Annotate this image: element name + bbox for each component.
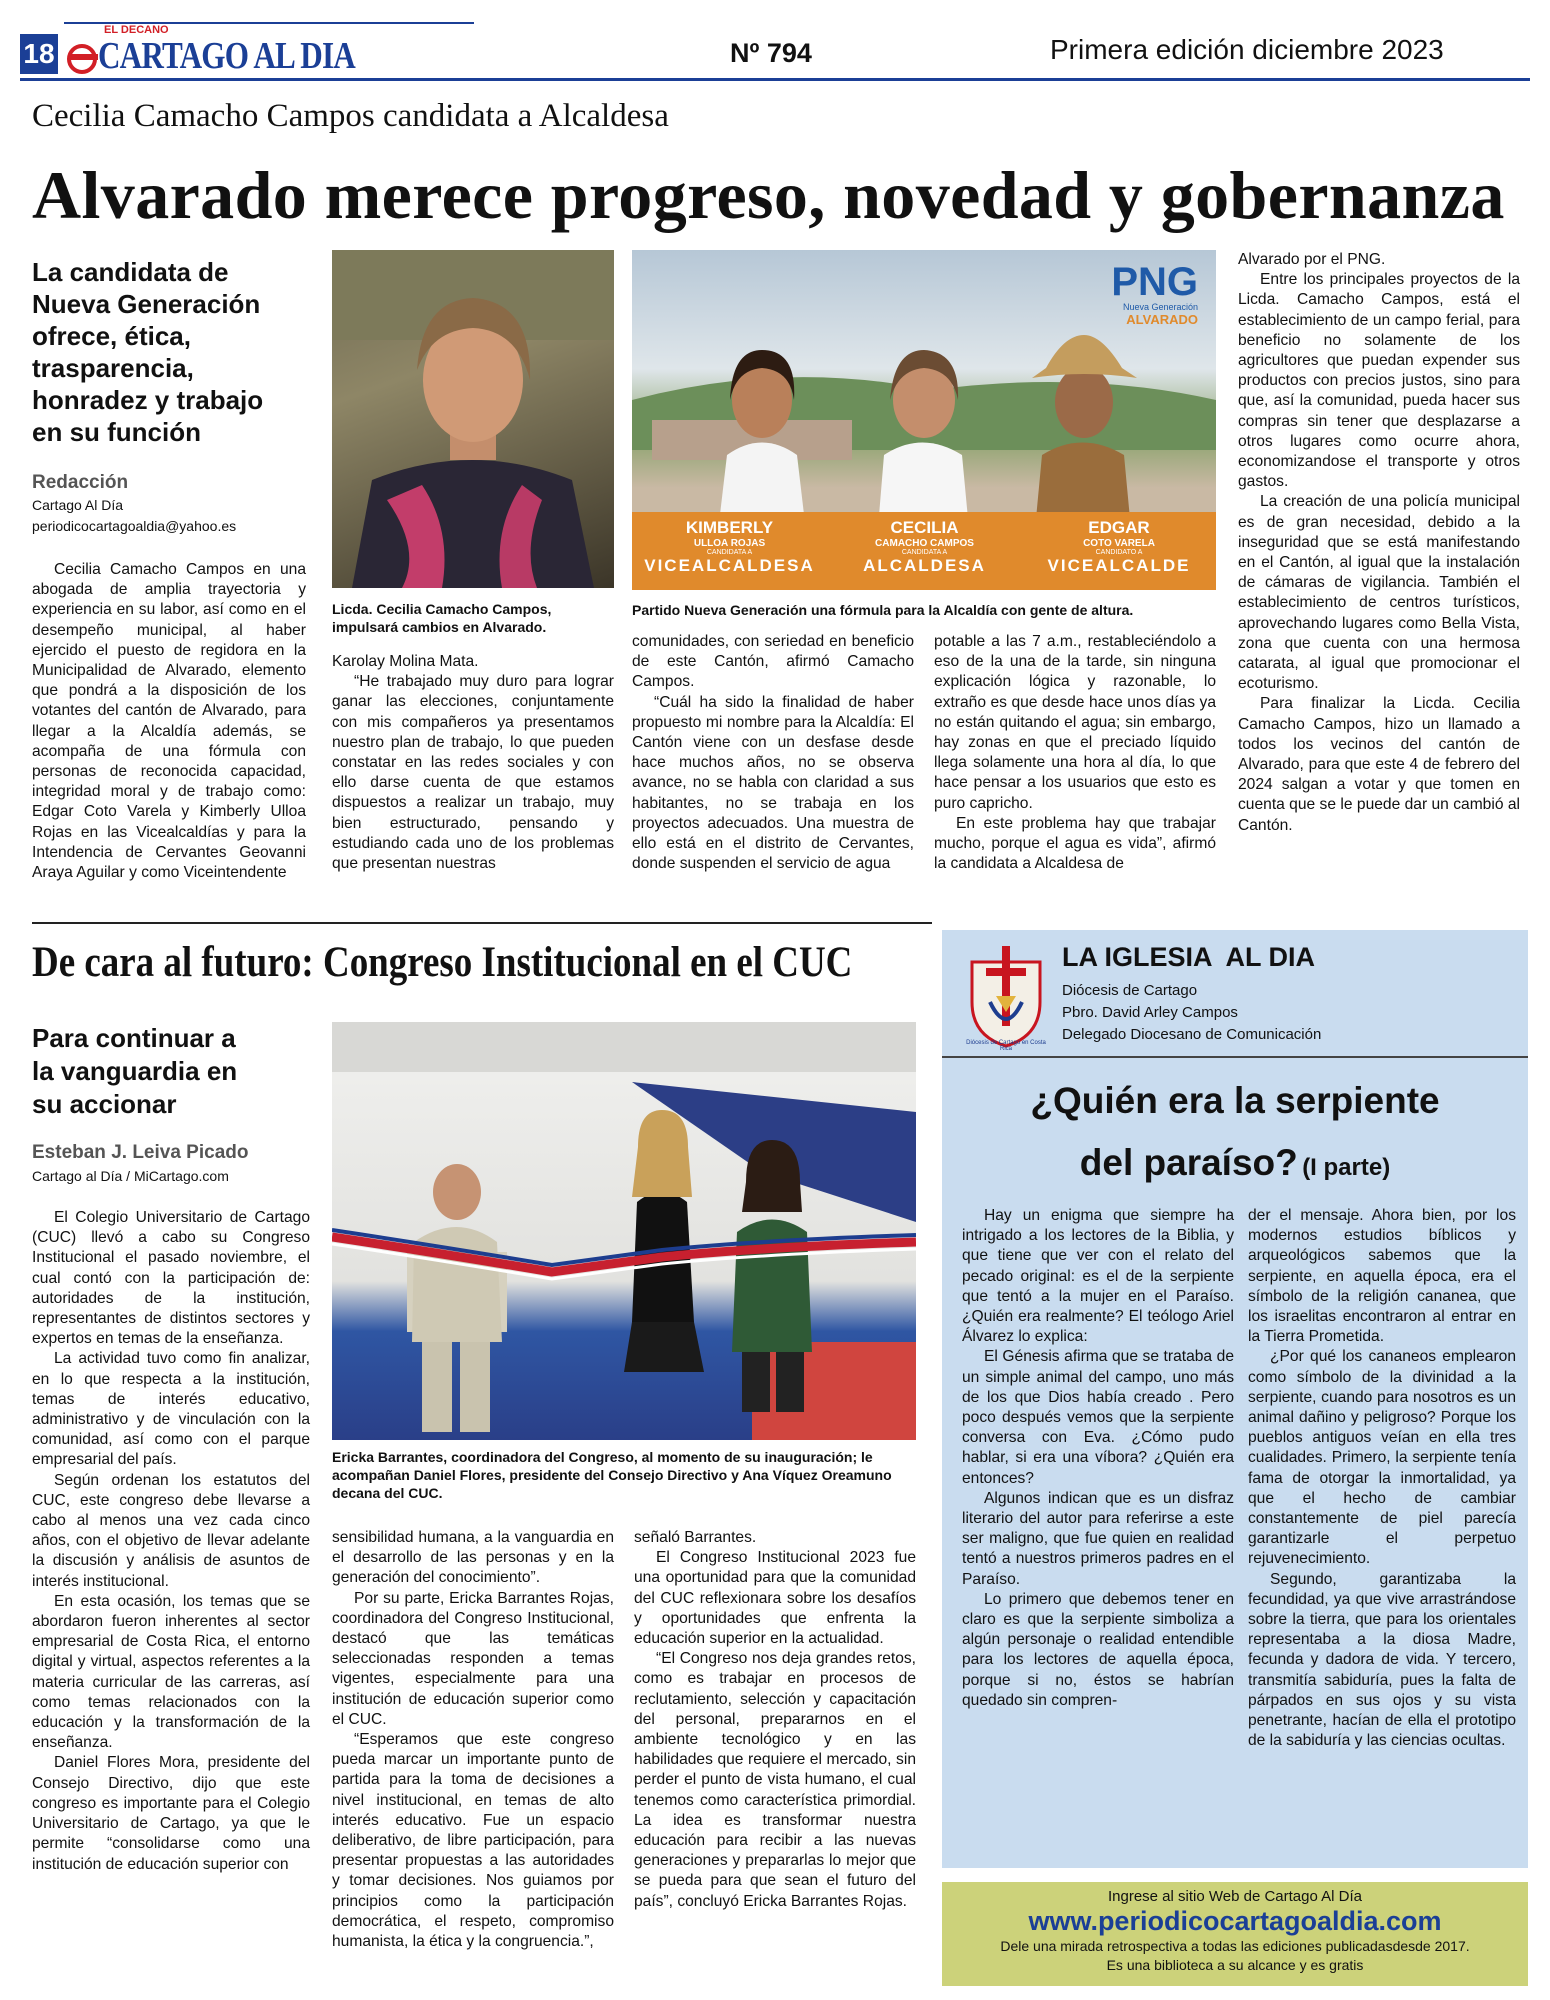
cross-icon (962, 940, 1050, 1050)
candidate-edgar (1022, 518, 1216, 576)
story2-headline: De cara al futuro: Congreso Institucional en el CUC (32, 939, 853, 986)
masthead-bottom-rule (20, 78, 1530, 81)
png-poster (632, 250, 1216, 590)
issue-number: Nº 794 (730, 38, 812, 68)
candidate-cecilia (827, 518, 1022, 576)
iglesia-emblem (962, 940, 1050, 1050)
cuc-photo (332, 1022, 916, 1440)
candidate-first: EDGAR (1088, 518, 1150, 537)
promo-line2: Dele una mirada retrospectiva a todas las ediciones publicadasdesde 2017. (1000, 1938, 1470, 1954)
section-divider (32, 922, 932, 924)
paragraph: señaló Barrantes. (634, 1529, 757, 1546)
candidate-last: COTO VARELA (1083, 538, 1155, 549)
paragraph: El Génesis afirma que se trataba de un simple animal del campo, uno más de los que Dios había creado . Pero poco después vemos que la serpiente conversa con Eva. ¿Cómo pudo hablar, si era una víbora? ¿Quién era entonces? (962, 1348, 1234, 1487)
photo1-caption: Licda. Cecilia Camacho Campos, impulsará cambios en Alvarado. (332, 601, 552, 635)
iglesia-line1: Diócesis de Cartago (1062, 982, 1198, 999)
story1-col3 (632, 632, 914, 874)
paragraph: ¿Por qué los cananeos emplearon como símbolo de la divinidad a la serpiente, cuando para nosotros es un animal dañino y peligroso? Porque los pueblos antiguos veían en ella tres cualidades. Primero, la serpiente tenía fama de otorgar la inmortalidad, ya que el hecho de cambiar constantemente de piel parecía garantizarle el perpetuo rejuvenecimiento. (1248, 1348, 1516, 1568)
png-logo-place: ALVARADO (1126, 312, 1198, 327)
candidate-cand: CANDIDATA A (706, 549, 753, 556)
paragraph: sensibilidad humana, a la vanguardia en el desarrollo de las personas y en la generación del conocimiento”. (332, 1529, 614, 1587)
paragraph: Alvarado por el PNG. (1238, 251, 1386, 268)
paragraph: “Esperamos que este congreso pueda marcar un importante punto de partida para la toma de decisiones a nivel institucional, en temas de alto interés educativo. Fue un espacio deliberativo, de libre participación, para presentar propuestas a las autoridades y tomar decisiones. Nos guiamos por principios como la participación democrática, el respeto, compromiso humanista, la ética y la congruencia.”, (332, 1731, 614, 1951)
poster-caption: Partido Nueva Generación una fórmula para la Alcaldía con gente de altura. (632, 602, 1134, 618)
paragraph: Hay un enigma que siempre ha intrigado a los lectores de la Biblia, y que tiene que ver con el relato del pecado original: es el de la serpiente que tentó a la mujer en el Paraíso. ¿Quién era realmente? El teólogo Ariel Álvarez lo explica: (962, 1207, 1234, 1346)
story1-col2 (332, 652, 614, 874)
story2-deck: Para continuar a la vanguardia en su accionar (32, 1023, 238, 1119)
candidate-role: VICEALCALDESA (644, 556, 815, 575)
candidate-role: VICEALCALDE (1047, 556, 1191, 575)
iglesia-title-part: (I parte) (1302, 1154, 1391, 1181)
masthead (20, 20, 1530, 82)
paragraph: comunidades, con seriedad en beneficio de este Cantón, afirmó Camacho Campos. (632, 633, 914, 691)
candidate-last: ULLOA ROJAS (693, 538, 766, 549)
story1-headline: Alvarado merece progreso, novedad y gobernanza (32, 157, 1505, 233)
paragraph: En esta ocasión, los temas que se abordaron fueron inherentes al sector empresarial de Costa Rica, el entorno digital y virtual, aspectos referentes a la materia curricular de las carreras, así como temas relacionados con la educación y la transformación de la enseñanza. (32, 1592, 310, 1752)
story2-byline-name: Esteban J. Leiva Picado (32, 1142, 249, 1163)
promo-line3: Es una biblioteca a su alcance y es gratis (1106, 1957, 1364, 1973)
iglesia-line2: Pbro. David Arley Campos (1062, 1004, 1238, 1021)
paragraph: Karolay Molina Mata. (332, 653, 479, 670)
logo-tagline: EL DECANO (104, 24, 169, 36)
story1-col1 (32, 560, 306, 883)
story1-kicker: Cecilia Camacho Campos candidata a Alcaldesa (32, 98, 669, 134)
paragraph: “He trabajado muy duro para lograr ganar las elecciones, conjuntamente con mis compañeros ya presentamos nuestro plan de trabajo, lo que pueden constatar en las redes sociales y con ello darse cuenta de que estamos dispuestos a realizar un trabajo, muy bien estructurado, pensando y estudiando cada uno de los problemas que presentan nuestras (332, 673, 614, 873)
paragraph: La actividad tuvo como fin analizar, en lo que respecta a la institución, temas de interés educativo, administrativo y de vinculación con la comunidad, así como con el parque empresarial del país. (32, 1350, 310, 1469)
candidate-last: CAMACHO CAMPOS (875, 538, 974, 549)
paragraph: Lo primero que debemos tener en claro es que la serpiente simboliza a algún personaje o realidad entendible para los lectores de aquella época, porque si no, éstos se habrían quedado sin compren- (962, 1590, 1234, 1709)
masthead-rule (64, 22, 474, 24)
story2-col3 (634, 1528, 916, 1912)
story1-byline-email[interactable]: periodicocartagoaldia@yahoo.es (32, 518, 237, 534)
story2-byline-outlet: Cartago al Día / MiCartago.com (32, 1168, 229, 1184)
candidate-cand: CANDIDATO A (1095, 549, 1143, 556)
cecilia-photo (332, 250, 614, 588)
iglesia-line3: Delegado Diocesano de Comunicación (1062, 1026, 1322, 1043)
emblem-text: Diócesis de Cartago en Costa Rica (966, 1040, 1046, 1052)
iglesia-col1 (962, 1206, 1234, 1711)
png-logo (1111, 262, 1198, 327)
paragraph: Algunos indican que es un disfraz literario del autor para referirse a este ser maligno, que fue quien en realidad tentó a nuestros primeros padres en el Paraíso. (962, 1489, 1234, 1588)
story1-col5 (1238, 250, 1520, 836)
promo-url[interactable]: www.periodicocartagoaldia.com (1028, 1906, 1442, 1936)
iglesia-section-title: LA IGLESIA AL DIA (1062, 942, 1316, 972)
candidate-role: ALCALDESA (863, 556, 986, 575)
promo-box[interactable] (942, 1882, 1528, 1986)
paragraph: Según ordenan los estatutos del CUC, este congreso debe llevarse a cabo al menos una vez cada cinco años, con el objetivo de llevar adelante la discusión y análisis de asuntos de interés institucional. (32, 1471, 310, 1590)
iglesia-title-line1: ¿Quién era la serpiente (1030, 1080, 1440, 1121)
story1-byline-role: Redacción (32, 472, 129, 493)
paragraph: El Colegio Universitario de Cartago (CUC) llevó a cabo su Congreso Institucional el pasado noviembre, el cual contó con la participación de: autoridades de la institución, representantes de distintos sectores y expertos en temas de la enseñanza. (32, 1209, 310, 1348)
ribbon-cutting-icon (332, 1022, 916, 1440)
paragraph: “Cuál ha sido la finalidad de haber propuesto mi nombre para la Alcaldía: El Cantón viene con un desfase desde hace muchos años, no se observa avance, no se habla con claridad a sus habitantes, no se trabaja en los proyectos adecuados. Una muestra de ello está en el distrito de Cervantes, donde suspenden el servicio de agua (632, 693, 914, 873)
logo[interactable] (64, 24, 355, 77)
photo2-caption: Ericka Barrantes, coordinadora del Congreso, al momento de su inauguración; le acompañan Daniel Flores, presidente del Consejo Directivo y Ana Víquez Oreamuno decana del CUC. (332, 1449, 892, 1501)
story1-deck: La candidata de Nueva Generación ofrece, ética, trasparencia, honradez y trabajo en su función (32, 257, 264, 447)
iglesia-box (942, 930, 1528, 1868)
story2-col2 (332, 1528, 614, 1952)
png-logo-text: PNG (1111, 260, 1198, 304)
iglesia-header-rule (942, 1056, 1528, 1058)
story1-byline-outlet: Cartago Al Día (32, 497, 124, 513)
paragraph: potable a las 7 a.m., restableciéndolo a eso de la una de la tarde, sin ninguna explicación lógica y razonable, lo extraño es que desde hace unos días ya no están quitando el agua; sin embargo, hay zonas en que el preciado líquido llega solamente una hora al día, lo que hace pensar a los usuarios que esto es puro capricho. (934, 633, 1216, 812)
paragraph: Daniel Flores Mora, presidente del Consejo Directivo, dijo que este congreso es importante para el Colegio Universitario de Cartago, ya que le permite “consolidarse como una institución de educación superior con (32, 1754, 310, 1873)
iglesia-col2 (1248, 1206, 1516, 1751)
edition-date: Primera edición diciembre 2023 (1050, 34, 1444, 65)
page-number: 18 (20, 34, 58, 74)
iglesia-title-line2 (942, 1142, 1528, 1184)
paragraph: der el mensaje. Ahora bien, por los modernos estudios bíblicos y arqueológicos sabemos que la serpiente, en aquella época, era el símbolo de la religión cananea, que los israelitas encontraron al entrar en la Tierra Prometida. (1248, 1207, 1516, 1346)
paragraph: En este problema hay que trabajar mucho, porque el agua es vida”, afirmó la candidata a Alcaldesa de (934, 814, 1216, 873)
png-logo-sub: Nueva Generación (1122, 302, 1198, 312)
paragraph: “El Congreso nos deja grandes retos, como es trabajar en procesos de reclutamiento, selección y capacitación del personal, prepararnos en el ambiente tecnológico y en las habilidades que requiere el mercado, sin perder el punto de vista humano, el cual tenemos como característica primordial. La idea es transformar nuestra educación para recibir a las nuevas generaciones y prepararlas lo mejor que se pueda para que sean el futuro del país”, concluyó Ericka Barrantes Rojas. (634, 1650, 916, 1910)
promo-line1: Ingrese al sitio Web de Cartago Al Día (1107, 1888, 1363, 1905)
portrait-icon (332, 250, 614, 588)
paragraph: La creación de una policía municipal es de gran necesidad, debido a la inseguridad que se está manifestando en el Cantón, al igual que la instalación de cámaras de vigilancia. También el establecimiento de centros turísticos, aprovechando lugares como Bella Vista, zona que cuenta con una hermosa catarata, al igual que promocionar el ecoturismo. (1238, 493, 1520, 693)
story2-col1 (32, 1208, 310, 1875)
story1-col4 (934, 632, 1216, 874)
candidate-first: CECILIA (890, 518, 959, 537)
paragraph: Para finalizar la Licda. Cecilia Camacho Campos, hizo un llamado a todos los vecinos del cantón de Alvarado, para que este 4 de febrero del 2024 salgan a votar y que tomen en cuenta que se le puede dar un cambió al Cantón. (1238, 695, 1520, 834)
paragraph: Por su parte, Ericka Barrantes Rojas, coordinadora del Congreso Institucional, destacó que las temáticas seleccionadas responden a temas vigentes, especialmente para una institución de educación superior como el CUC. (332, 1589, 614, 1728)
iglesia-title-text: del paraíso? (1079, 1142, 1298, 1183)
candidate-cand: CANDIDATA A (901, 549, 948, 556)
paragraph: Entre los principales proyectos de la Licda. Camacho Campos, está el establecimiento de un campo ferial, para beneficio no solamente de los agricultores que puedan expender sus productos con precios justos, sino para que, así la comunidad, pueda hacer sus compras sin tener que desplazarse a otros lugares como ocurre ahora, economizandose el transporte y otros gastos. (1238, 271, 1520, 491)
candidate-kimberly (632, 518, 827, 576)
paragraph: Cecilia Camacho Campos en una abogada de amplia trayectoria y experiencia en su labor, así como en el desempeño municipal, al haber ejercido el puesto de regidora en la Municipalidad de Alvarado, elemento que pondrá a la disposición de los votantes del cantón de Alvarado, para llegar a la Alcaldía además, se acompaña de una fórmula con personas de reconocida capacidad, integridad moral y de trabajo como: Edgar Coto Varela y Kimberly Ulloa Rojas en las Vicealcaldías y para la Intendencia de Cervantes Geovanni Araya Aguilar y como Viceintendente (32, 561, 306, 882)
logo-name: CARTAGO AL DIA (98, 35, 355, 77)
paragraph: Segundo, garantizaba la fecundidad, ya que vive arrastrándose sobre la tierra, que para los orientales representaba a la diosa Madre, fecunda y dadora de vida. Y tercero, transmitía sabiduría, pues la falta de párpados en sus ojos y su vista penetrante, hacían de ella el prototipo de la sabiduría y las ciencias ocultas. (1248, 1570, 1516, 1750)
paragraph: El Congreso Institucional 2023 fue una oportunidad para que la comunidad del CUC reflexionara sobre los desafíos y oportunidades que enfrenta la educación superior en la actualidad. (634, 1549, 916, 1648)
candidate-first: KIMBERLY (685, 518, 774, 537)
